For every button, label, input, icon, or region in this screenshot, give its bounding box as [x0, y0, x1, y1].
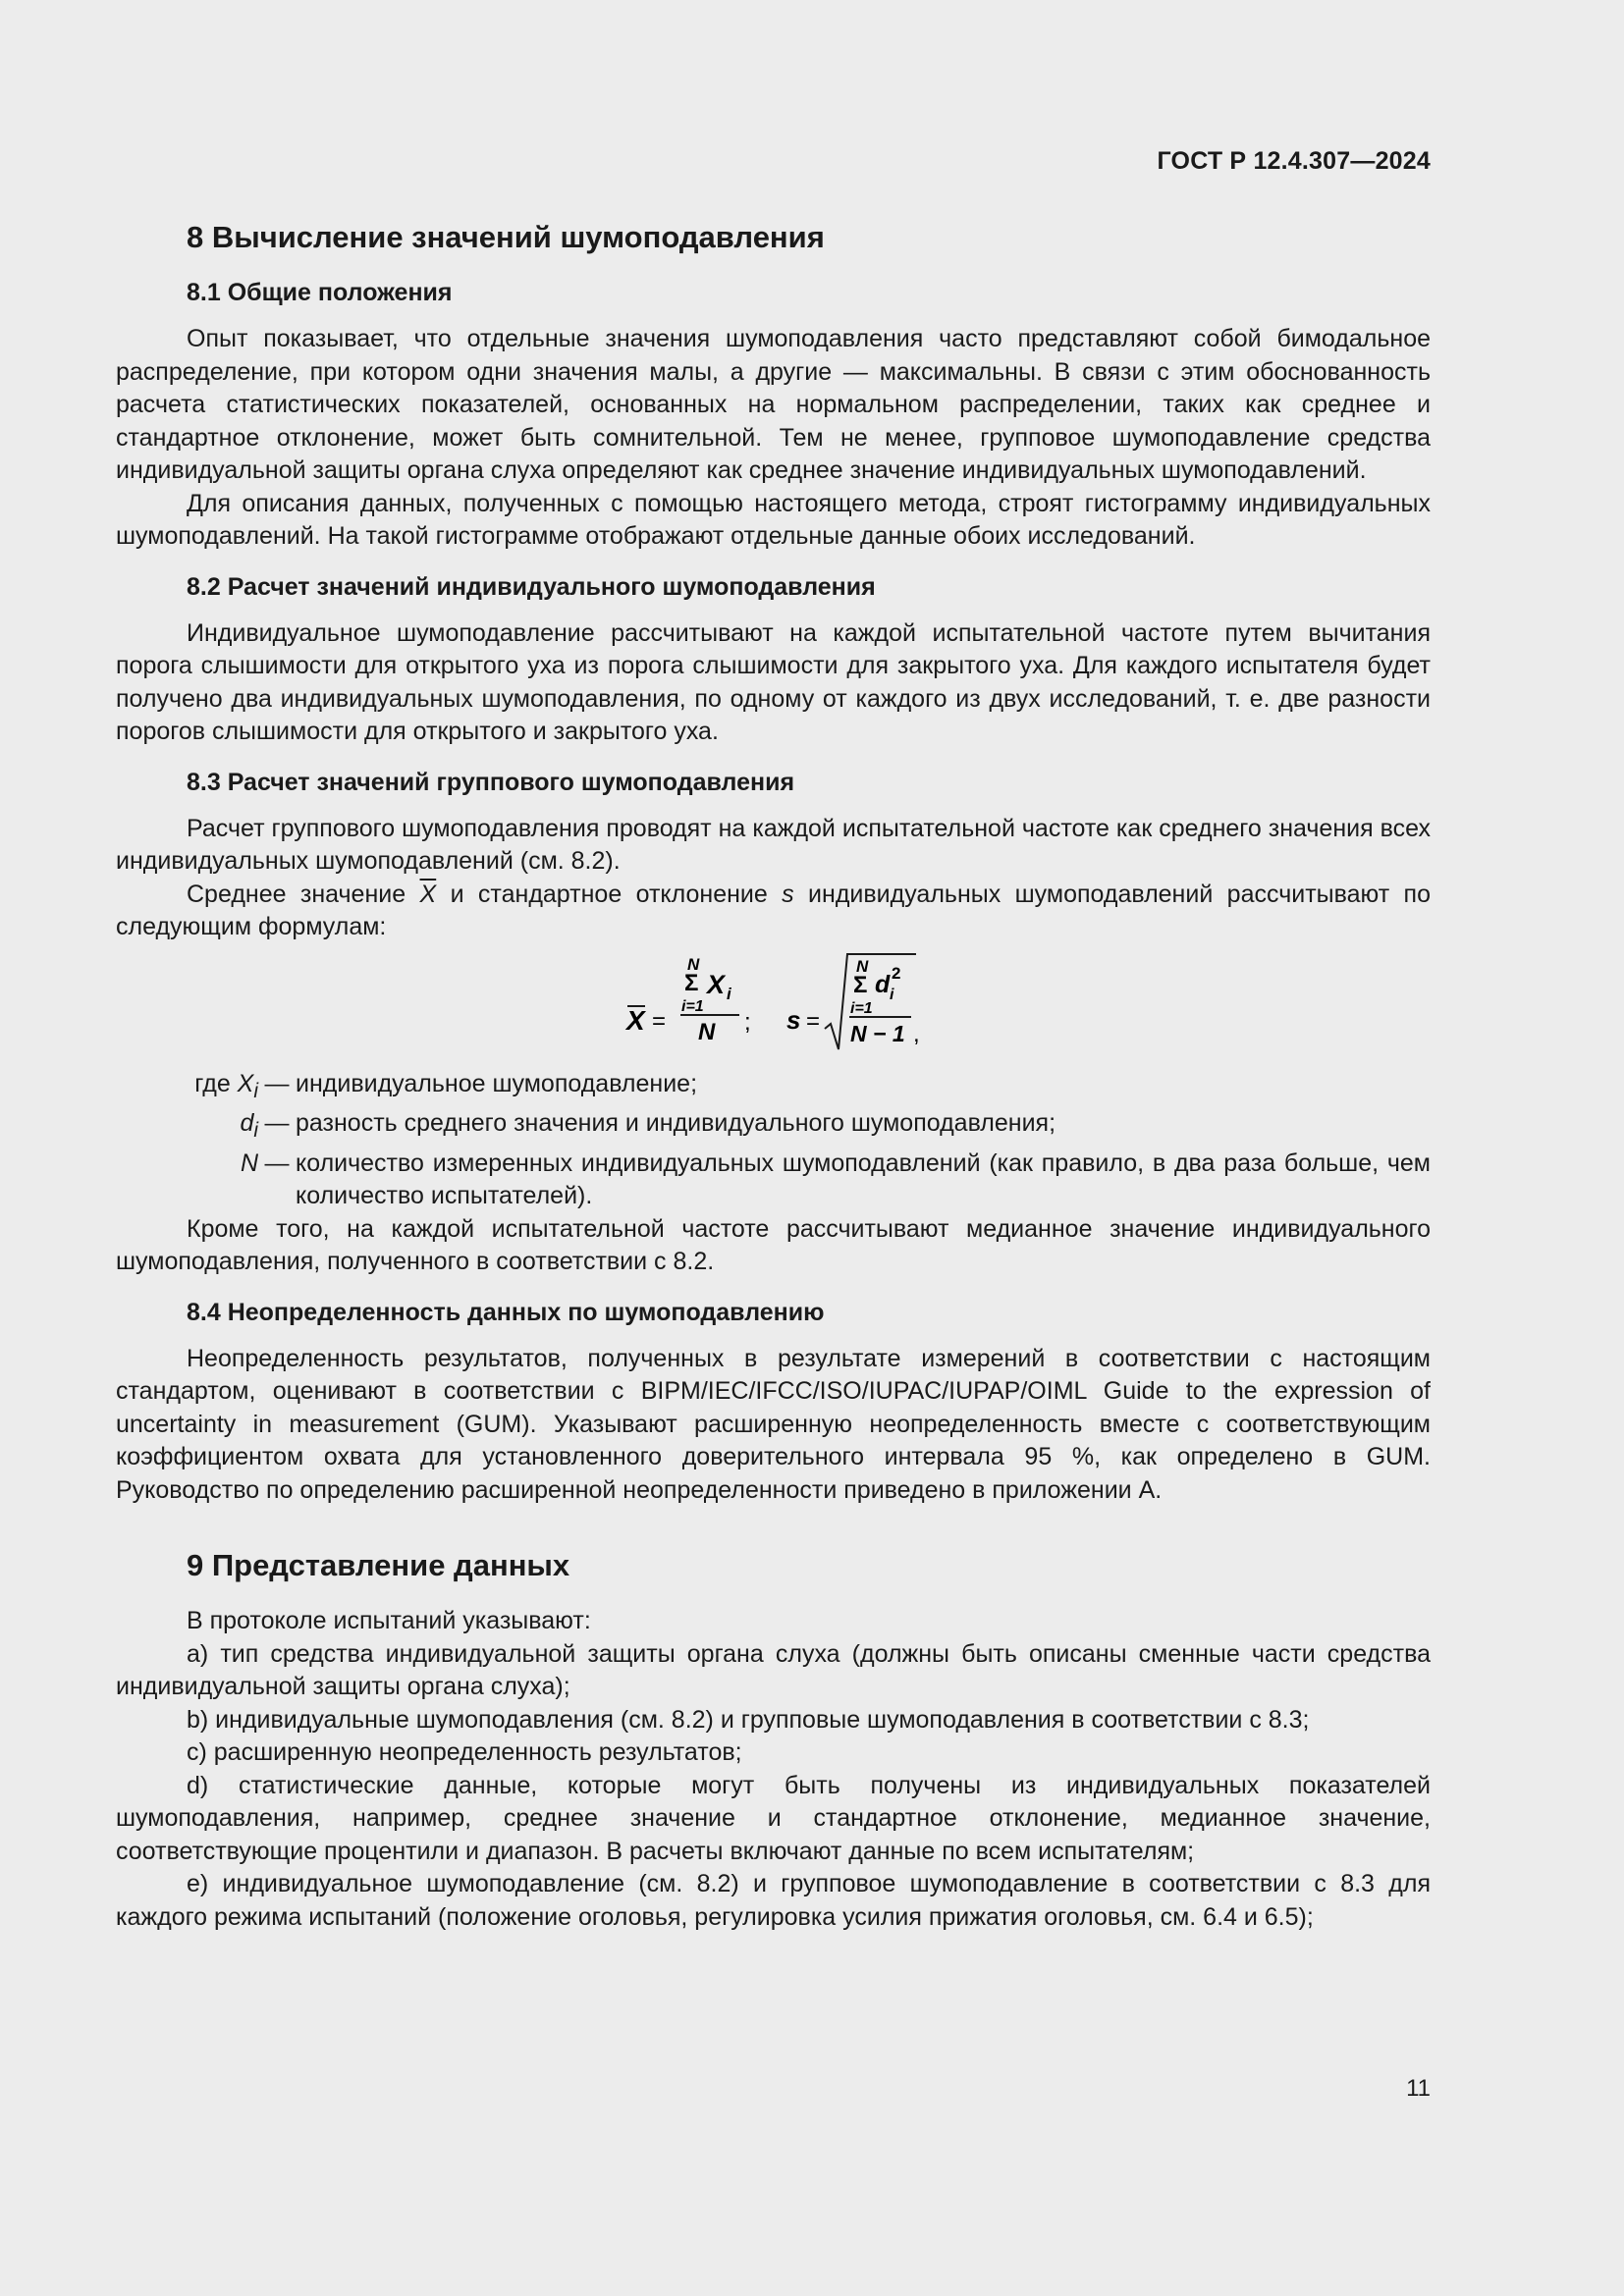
paragraph-formula-intro: Среднее значение $\overline{X}$ и стандартное отклонение s индивидуальных шумоподавлений рассчитывают по следующим формулам: — [116, 880, 1431, 940]
formula-di: d — [875, 970, 891, 998]
formula-sum-lower-1: i=1 — [681, 997, 704, 1015]
definition-row: $d_i$ — разность среднего значения и индивидуального шумоподавления; — [240, 1109, 1056, 1142]
formula-den-1: N — [698, 1018, 716, 1045]
paragraph: Для описания данных, полученных с помощью настоящего метода, строят гистограмму индивидуальных шумоподавлений. На такой гистограмме отображают отдельные данные обоих исследований. — [116, 489, 1431, 550]
list-item: b) индивидуальные шумоподавления (см. 8.2) и групповые шумоподавления в соответствии с 8.3; — [187, 1705, 1310, 1734]
list-item: e) индивидуальное шумоподавление (см. 8.2) и групповое шумоподавление в соответствии с 8.3 для каждого режима испытаний (положение оголовья, регулировка усилия прижатия оголовья, см. 6.4 и 6.5); — [116, 1870, 1431, 1931]
formula-block — [116, 950, 1431, 1058]
paragraph: Кроме того, на каждой испытательной частоте рассчитывают медианное значение индивидуального шумоподавления, полученного в соответствии с 8.2. — [116, 1214, 1431, 1275]
formula-xbar: X — [626, 1004, 645, 1036]
formula-di-sup: 2 — [892, 963, 901, 983]
formula-sum-upper-1: N — [687, 954, 700, 974]
formula-xi-sub: i — [727, 984, 731, 1003]
formula-sum-lower-2: i=1 — [850, 999, 873, 1017]
document-body — [116, 218, 1431, 1934]
stddev-symbol: s — [782, 880, 794, 908]
formula-s: s — [786, 1004, 801, 1035]
formula-sum-upper-2: N — [856, 956, 869, 976]
formula-end: , — [913, 1020, 920, 1047]
definition-row: где $X_i$ — индивидуальное шумоподавление; — [194, 1069, 698, 1102]
section-8-title: 8 Вычисление значений шумоподавления — [187, 220, 825, 254]
list-item: a) тип средства индивидуальной защиты органа слуха (должны быть описаны сменные части средства индивидуальной защиты органа слуха); — [116, 1639, 1431, 1700]
page-number: 11 — [1406, 2075, 1431, 2102]
formula-eq-1: = — [652, 1007, 667, 1035]
definition-row: N — количество измеренных индивидуальных шумоподавлений (как правило, в два раза больше, чем количество испытателей). — [240, 1148, 1431, 1209]
list-item: c) расширенную неопределенность результатов; — [187, 1738, 742, 1766]
paragraph: Расчет группового шумоподавления проводят на каждой испытательной частоте как среднего значения всех индивидуальных шумоподавлений (см. 8.2). — [116, 814, 1431, 875]
formula-eq-2: = — [806, 1007, 821, 1035]
paragraph: Неопределенность результатов, полученных в результате измерений в соответствии с настоящим стандартом, оценивают в соответствии с BIPM/IEC/IFCC/ISO/IUPAC/IUPAP/OIML Guide to the expression of uncertainty in measurement (GUM). Указывают расширенную неопределенность вместе с соответствующим коэффициентом охвата для установленного доверительного интервала 95 %, как определено в GUM. Руководство по определению расширенной неопределенности приведено в приложении А. — [116, 1344, 1431, 1504]
formula-svg — [116, 950, 1431, 1058]
section-8-4-title: 8.4 Неопределенность данных по шумоподавлению — [187, 1298, 825, 1326]
paragraph: В протоколе испытаний указывают: — [187, 1607, 591, 1634]
section-8-2-title: 8.2 Расчет значений индивидуального шумоподавления — [187, 572, 876, 601]
formula-di-sub: i — [890, 986, 894, 1003]
list-item: d) статистические данные, которые могут быть получены из индивидуальных показателей шумоподавления, например, среднее значение и стандартное отклонение, медианное значение, соответствующие процентили и диапазон. В расчеты включают данные по всем испытателям; — [116, 1771, 1431, 1865]
paragraph: Индивидуальное шумоподавление рассчитывают на каждой испытательной частоте путем вычитания порога слышимости для открытого уха из порога слышимости для закрытого уха. Для каждого испытателя будет получено два индивидуальных шумоподавления, по одному от каждого из двух исследований, т. е. две разности порогов слышимости для открытого и закрытого уха. — [116, 618, 1431, 745]
mean-symbol: $\overline{X}$ — [419, 880, 437, 908]
formula-den-2: N − 1 — [850, 1020, 905, 1046]
section-8-1-title: 8.1 Общие положения — [187, 279, 453, 306]
formula-xi: X — [707, 969, 726, 999]
formula-sep: ; — [744, 1008, 751, 1036]
formula-sum-1: Σ — [684, 969, 699, 996]
standard-code: ГОСТ Р 12.4.307—2024 — [1157, 147, 1431, 175]
formula-sum-2: Σ — [853, 971, 868, 998]
section-9-title: 9 Представление данных — [187, 1548, 570, 1582]
paragraph: Опыт показывает, что отдельные значения шумоподавления часто представляют собой бимодальное распределение, при котором одни значения малы, а другие — максимальны. В связи с этим обоснованность расчета статистических показателей, основанных на нормальном распределении, таких как среднее и стандартное отклонение, может быть сомнительной. Тем не менее, групповое шумоподавление средства индивидуальной защиты органа слуха определяют как среднее значение индивидуальных шумоподавлений. — [116, 325, 1431, 484]
section-8-3-title: 8.3 Расчет значений группового шумоподавления — [187, 768, 795, 796]
symbol-definitions — [116, 1068, 1431, 1213]
